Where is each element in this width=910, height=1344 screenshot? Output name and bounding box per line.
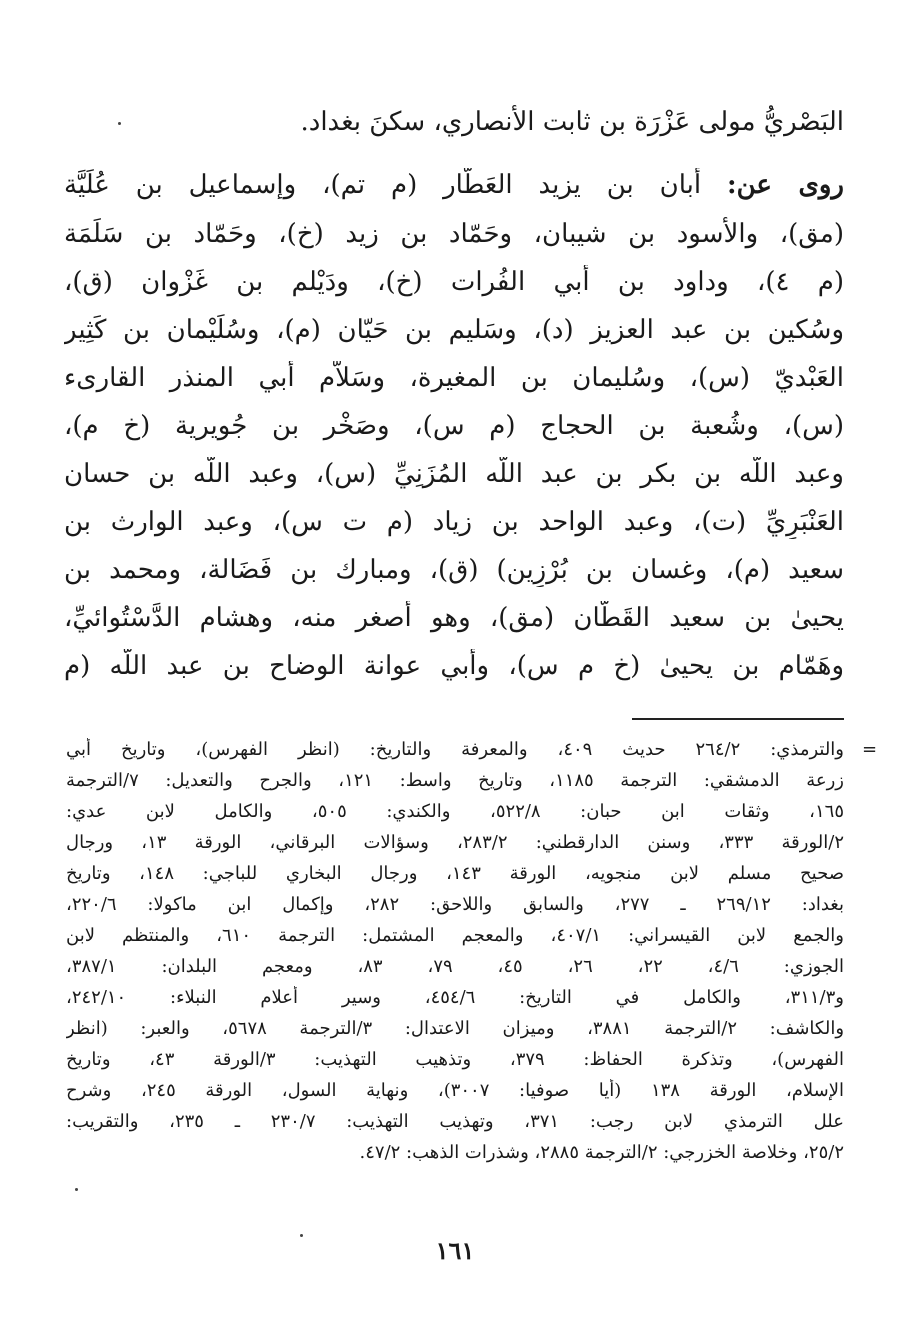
main-line: وهَمّام بن يحيىٰ (خ م س)، وأبي عوانة الوضاح بن عبد اللّه (م [64, 651, 844, 681]
footnote-line: ١٦٥، وثقات ابن حبان: ٥٢٢/٨، والكندي: ٥٠٥، والكامل لابن عدي: [66, 801, 844, 822]
main-line: وعبد اللّه بن بكر بن عبد اللّه المُزَنِيِّ (س)، وعبد اللّه بن حسان [64, 459, 844, 489]
footnote-line: الإسلام، الورقة ١٣٨ (أيا صوفيا: ٣٠٠٧)، ونهاية السول، الورقة ٢٤٥، وشرح [66, 1080, 844, 1101]
footnote-line: بغداد: ٢٦٩/١٢ ـ ٢٧٧، والسابق واللاحق: ٢٨٢، وإكمال ابن ماكولا: ٢٢٠/٦، [66, 894, 844, 915]
main-line: العَنْبَرِيِّ (ت)، وعبد الواحد بن زياد (م ت س)، وعبد الوارث بن [64, 507, 844, 537]
main-line: (م ٤)، وداود بن أبي الفُرات (خ)، ودَيْلم بن غَزْوان (ق)، [64, 267, 844, 297]
footnote-line: و٣١١/٣، والكامل في التاريخ: ٤٥٤/٦، وسير أعلام النبلاء: ٢٤٢/١٠، [66, 987, 844, 1008]
main-line: (مق)، والأَسود بن شيبان، وحَمّاد بن زيد (خ)، وحَمّاد بن سَلَمَة [64, 219, 844, 249]
narrated-from-label: روى عن: [726, 170, 844, 200]
footnote-line: ٢٥/٢، وخلاصة الخزرجي: ٢/الترجمة ٢٨٨٥، وشذرات الذهب: ٤٧/٢. [359, 1142, 844, 1163]
footnote-divider [632, 718, 844, 720]
scan-speck [300, 1234, 303, 1237]
main-line: (س)، وشُعبة بن الحجاج (م س)، وصَخْر بن جُويرية (خ م)، [64, 411, 844, 441]
footnote-line: علل الترمذي لابن رجب: ٣٧١، وتهذيب التهذيب: ٢٣٠/٧ ـ ٢٣٥، والتقريب: [66, 1111, 844, 1132]
footnote-line: والترمذي: ٢٦٤/٢ حديث ٤٠٩، والمعرفة والتاريخ: (انظر الفهرس)، وتاريخ أبي [66, 739, 844, 760]
footnote-line: والجمع لابن القيسراني: ٤٠٧/١، والمعجم المشتمل: الترجمة ٦١٠، والمنتظم لابن [66, 925, 844, 946]
footnote-line: الجوزي: ٤/٦، ٢٢، ٢٦، ٤٥، ٧٩، ٨٣، ومعجم البلدان: ٣٨٧/١، [66, 956, 844, 977]
footnote-line: ٢/الورقة ٣٣٣، وسنن الدارقطني: ٢٨٣/٢، وسؤالات البرقاني، الورقة ١٣، ورجال [66, 832, 844, 853]
footnote-line: صحيح مسلم لابن منجويه، الورقة ١٤٣، ورجال البخاري للباجي: ١٤٨، وتاريخ [66, 863, 844, 884]
page-number: ١٦١ [435, 1236, 475, 1265]
footnote-line: زرعة الدمشقي: الترجمة ١١٨٥، وتاريخ واسط: ١٢١، والجرح والتعديل: ٧/الترجمة [66, 770, 844, 791]
main-line: العَبْديّ (س)، وسُليمان بن المغيرة، وسَلاّم أبي المنذر القارىء [64, 363, 844, 393]
main-line: يحيىٰ بن سعيد القَطّان (مق)، وهو أصغر منه، وهشام الدَّسْتُوائيِّ، [64, 603, 844, 633]
scan-speck [118, 122, 121, 125]
footnote-line: والكاشف: ٢/الترجمة ٣٨٨١، وميزان الاعتدال: ٣/الترجمة ٥٦٧٨، والعبر: (انظر [66, 1018, 844, 1039]
footnote-line: الفهرس)، وتذكرة الحفاظ: ٣٧٩، وتذهيب التهذيب: ٣/الورقة ٤٣، وتاريخ [66, 1049, 844, 1070]
footnote-continuation-mark: = [862, 739, 878, 760]
main-line: سعيد (م)، وغسان بن بُرْزِين) (ق)، ومبارك بن فَضَالة، ومحمد بن [64, 555, 844, 585]
scan-speck [75, 1188, 78, 1191]
main-line [64, 168, 844, 202]
main-line: البَصْريُّ مولى عَزْرَة بن ثابت الأَنصاري، سكنَ بغداد. [300, 107, 844, 137]
main-line-text: أبان بن يزيد العَطّار (م تم)، وإسماعيل بن عُلَيَّة [64, 170, 727, 200]
main-line: وسُكين بن عبد العزيز (د)، وسَليم بن حَيّان (م)، وسُلَيْمان بن كَثِير [64, 315, 844, 345]
